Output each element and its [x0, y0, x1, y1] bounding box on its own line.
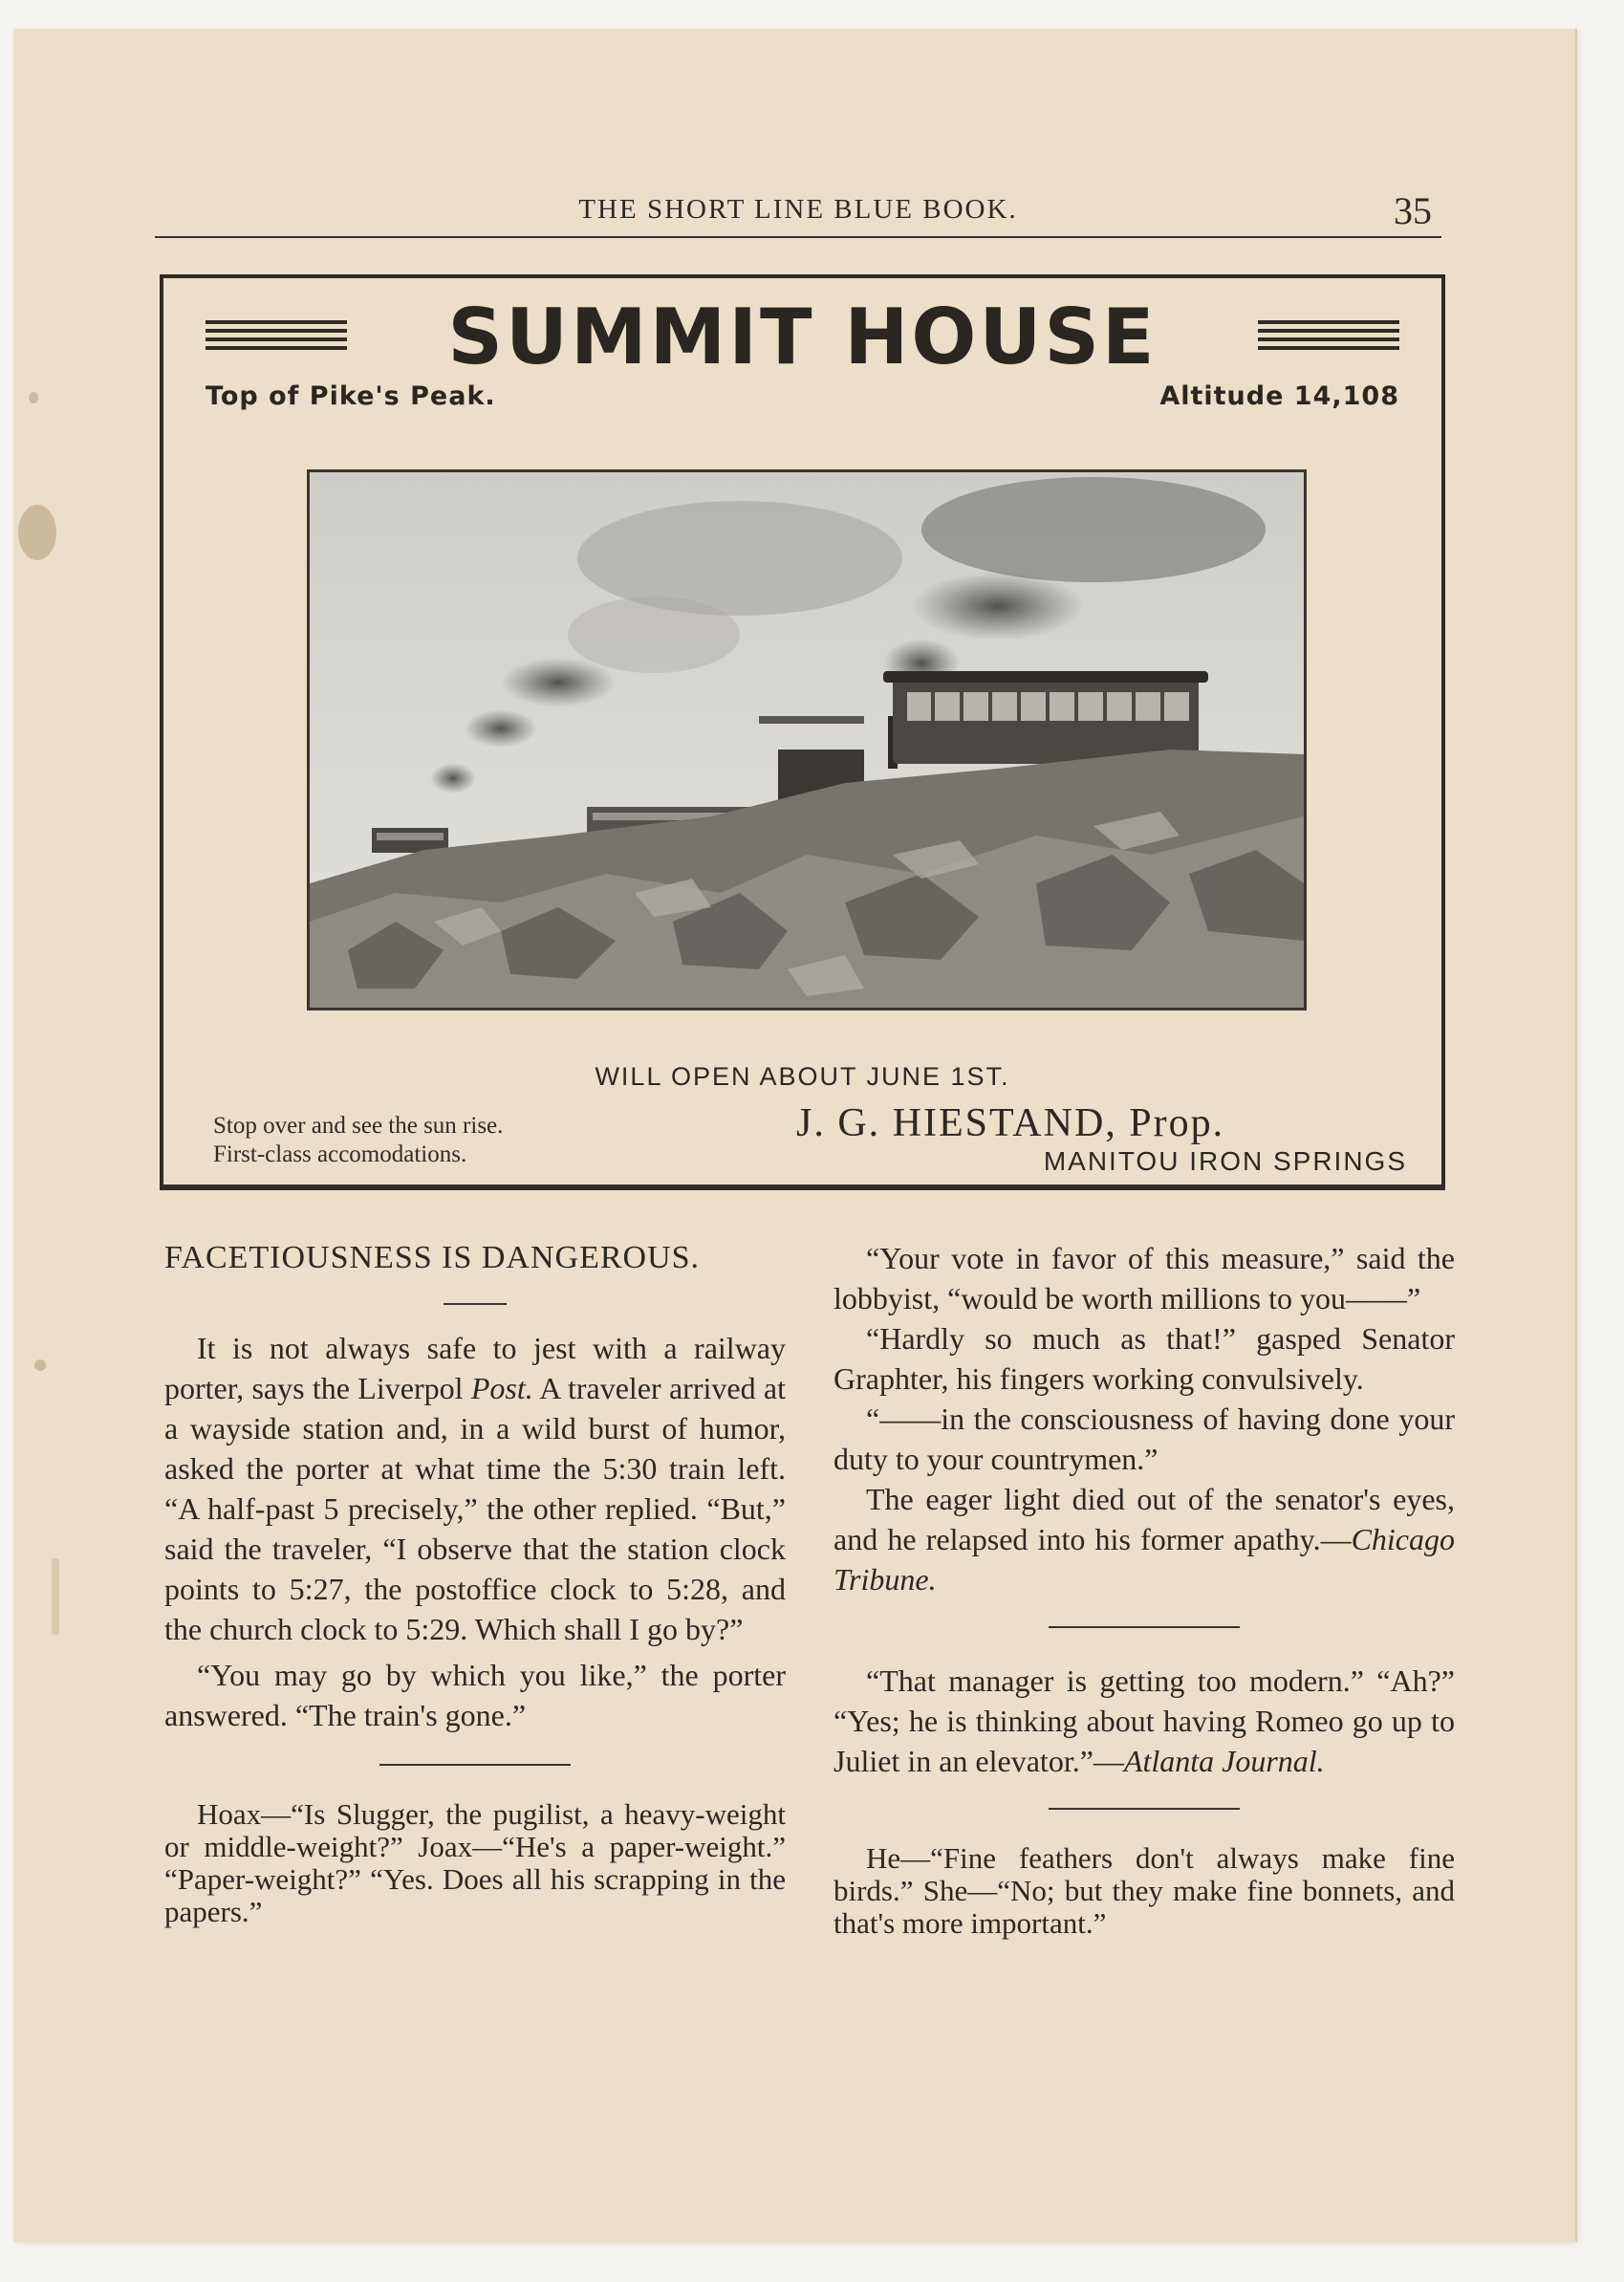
feathers-joke: He—“Fine feathers don't always make fine birds.” She—“No; but they make fine bonnets, and that's more important.” [834, 1841, 1455, 1940]
running-header [155, 186, 1441, 238]
article-paragraph: It is not always safe to jest with a railway porter, says the Liverpol Post. A traveler arrived at a wayside station and, in a wild burst of humor, asked the porter at what time the 5:30 train left. “A half-past 5 precisely,” the other replied. “But,” said the traveler, “I observe that the station clock points to 5:27, the postoffice clock to 5:28, and the church clock to 5:29. Which shall I go by?” [164, 1331, 787, 1646]
left-column [164, 1238, 786, 1928]
article-paragraph: “You may go by which you like,” the porter answered. “The train's gone.” [164, 1658, 786, 1732]
foxing-spot [52, 1558, 59, 1635]
source-citation: Atlanta Journal. [1123, 1744, 1325, 1778]
ad-location: Top of Pike's Peak. [206, 381, 496, 411]
foxing-spot [34, 1359, 46, 1371]
lobbyist-paragraph: The eager light died out of the senator's eyes, and he relapsed into his former apathy.—Chicago Tribune. [834, 1482, 1455, 1597]
foxing-spot [29, 392, 38, 403]
ad-title: SUMMIT HOUSE [447, 293, 1158, 381]
running-title: THE SHORT LINE BLUE BOOK. [578, 194, 1018, 225]
ad-header [163, 293, 1441, 385]
address: MANITOU IRON SPRINGS [1043, 1146, 1407, 1176]
pikes-peak-train-photo [307, 469, 1307, 1011]
source-citation: Post. [470, 1371, 533, 1405]
ad-altitude: Altitude 14,108 [1159, 381, 1399, 411]
summit-house-advertisement [160, 274, 1445, 1190]
foxing-spot [18, 505, 56, 560]
train-photo-illustration [310, 472, 1304, 1008]
source-citation: Chicago Tribune. [834, 1522, 1455, 1597]
section-rule [1049, 1808, 1240, 1810]
manager-joke: “That manager is getting too modern.” “Ah?” “Yes; he is thinking about having Romeo go up to Juliet in an elevator.”—Atlanta Journal. [834, 1663, 1455, 1778]
accommodations-note: First-class accomodations. [213, 1141, 467, 1167]
article-heading: FACETIOUSNESS IS DANGEROUS. [164, 1240, 701, 1275]
lobbyist-paragraph: “Hardly so much as that!” gasped Senator Graphter, his fingers working convulsively. [834, 1321, 1455, 1396]
section-rule [1049, 1626, 1240, 1628]
page-number: 35 [1394, 189, 1432, 232]
lobbyist-paragraph: “——in the consciousness of having done your duty to your countrymen.” [834, 1402, 1455, 1476]
heading-rule [444, 1303, 507, 1305]
opening-notice: WILL OPEN ABOUT JUNE 1ST. [595, 1062, 1010, 1091]
ornament-rule-right [1258, 320, 1399, 359]
joke-hoax: Hoax—“Is Slugger, the pugilist, a heavy-weight or middle-weight?” Joax—“He's a paper-weight.” “Paper-weight?” “Yes. Does all his scrapping in the papers.” [164, 1797, 786, 1928]
sunrise-note: Stop over and see the sun rise. [213, 1113, 504, 1139]
proprietor-name: J. G. HIESTAND, Prop. [796, 1101, 1225, 1145]
lobbyist-paragraph: “Your vote in favor of this measure,” said the lobbyist, “would be worth millions to you——” [834, 1241, 1455, 1315]
right-column [834, 1238, 1455, 1940]
section-rule [379, 1764, 571, 1766]
